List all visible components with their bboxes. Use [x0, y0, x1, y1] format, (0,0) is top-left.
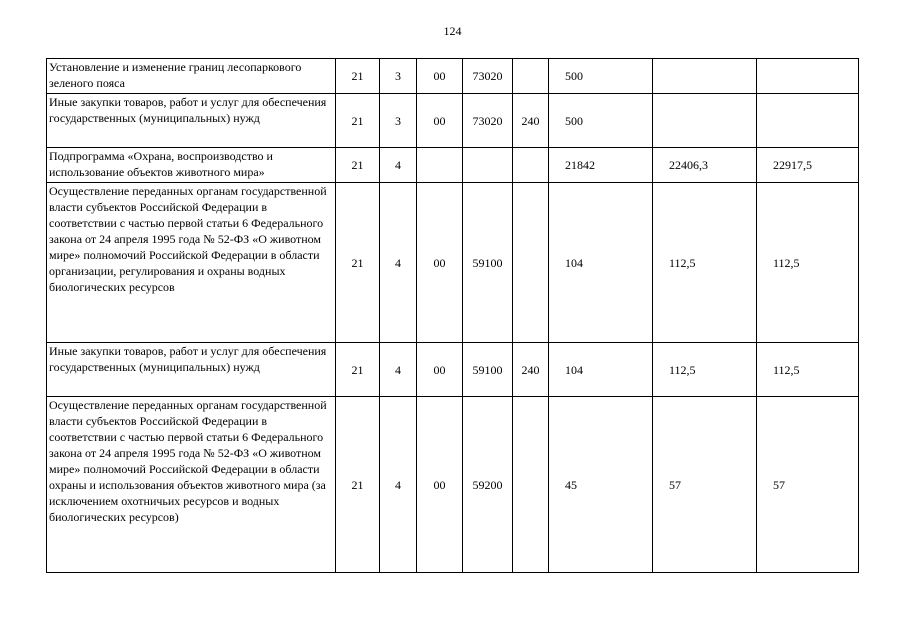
table-row [47, 94, 859, 148]
code-cell: 00 [417, 94, 463, 148]
amount-cell [757, 94, 859, 148]
code-cell: 00 [417, 343, 463, 397]
amount-cell: 57 [757, 397, 859, 573]
amount-cell: 500 [549, 94, 653, 148]
amount-cell: 45 [549, 397, 653, 573]
table-row [47, 59, 859, 94]
amount-cell: 22917,5 [757, 148, 859, 183]
code-cell [513, 397, 549, 573]
code-cell: 240 [513, 343, 549, 397]
code-cell: 21 [336, 183, 380, 343]
code-cell [463, 148, 513, 183]
amount-cell: 57 [653, 397, 757, 573]
budget-table [46, 58, 859, 573]
code-cell: 4 [380, 148, 417, 183]
code-cell [513, 59, 549, 94]
code-cell: 4 [380, 183, 417, 343]
row-description: Иные закупки товаров, работ и услуг для обеспечения государственных (муниципальных) нужд [47, 343, 336, 397]
code-cell: 00 [417, 59, 463, 94]
code-cell: 59100 [463, 183, 513, 343]
amount-cell: 21842 [549, 148, 653, 183]
page-number: 124 [443, 24, 462, 38]
code-cell: 240 [513, 94, 549, 148]
code-cell: 21 [336, 148, 380, 183]
amount-cell: 112,5 [757, 343, 859, 397]
code-cell [417, 148, 463, 183]
code-cell [513, 148, 549, 183]
code-cell: 4 [380, 343, 417, 397]
code-cell: 00 [417, 397, 463, 573]
row-description: Иные закупки товаров, работ и услуг для обеспечения государственных (муниципальных) нужд [47, 94, 336, 148]
row-description: Подпрограмма «Охрана, воспроизводство и использование объектов животного мира» [47, 148, 336, 183]
row-description: Установление и изменение границ лесопаркового зеленого пояса [47, 59, 336, 94]
amount-cell: 112,5 [653, 183, 757, 343]
code-cell: 59200 [463, 397, 513, 573]
row-description: Осуществление переданных органам государственной власти субъектов Российской Федерации в соответствии с частью первой статьи 6 Федерального закона от 24 апреля 1995 года № 52-ФЗ «О животном мире» полномочий Российской Федерации в области организации, регулирования и охраны водных биологических ресурсов [47, 183, 336, 343]
code-cell: 00 [417, 183, 463, 343]
table-row [47, 148, 859, 183]
code-cell: 21 [336, 94, 380, 148]
code-cell: 59100 [463, 343, 513, 397]
amount-cell: 112,5 [757, 183, 859, 343]
amount-cell: 22406,3 [653, 148, 757, 183]
code-cell: 21 [336, 343, 380, 397]
amount-cell [757, 59, 859, 94]
code-cell: 3 [380, 94, 417, 148]
code-cell: 21 [336, 59, 380, 94]
code-cell: 73020 [463, 94, 513, 148]
code-cell [513, 183, 549, 343]
amount-cell: 112,5 [653, 343, 757, 397]
table-row [47, 397, 859, 573]
code-cell: 73020 [463, 59, 513, 94]
amount-cell: 500 [549, 59, 653, 94]
table-row [47, 343, 859, 397]
row-description: Осуществление переданных органам государственной власти субъектов Российской Федерации в соответствии с частью первой статьи 6 Федерального закона от 24 апреля 1995 года № 52-ФЗ «О животном мире» полномочий Российской Федерации в области охраны и использования объектов животного мира (за исключением охотничьих ресурсов и водных биологических ресурсов) [47, 397, 336, 573]
amount-cell [653, 94, 757, 148]
table-row [47, 183, 859, 343]
amount-cell: 104 [549, 183, 653, 343]
amount-cell: 104 [549, 343, 653, 397]
code-cell: 4 [380, 397, 417, 573]
amount-cell [653, 59, 757, 94]
code-cell: 3 [380, 59, 417, 94]
code-cell: 21 [336, 397, 380, 573]
